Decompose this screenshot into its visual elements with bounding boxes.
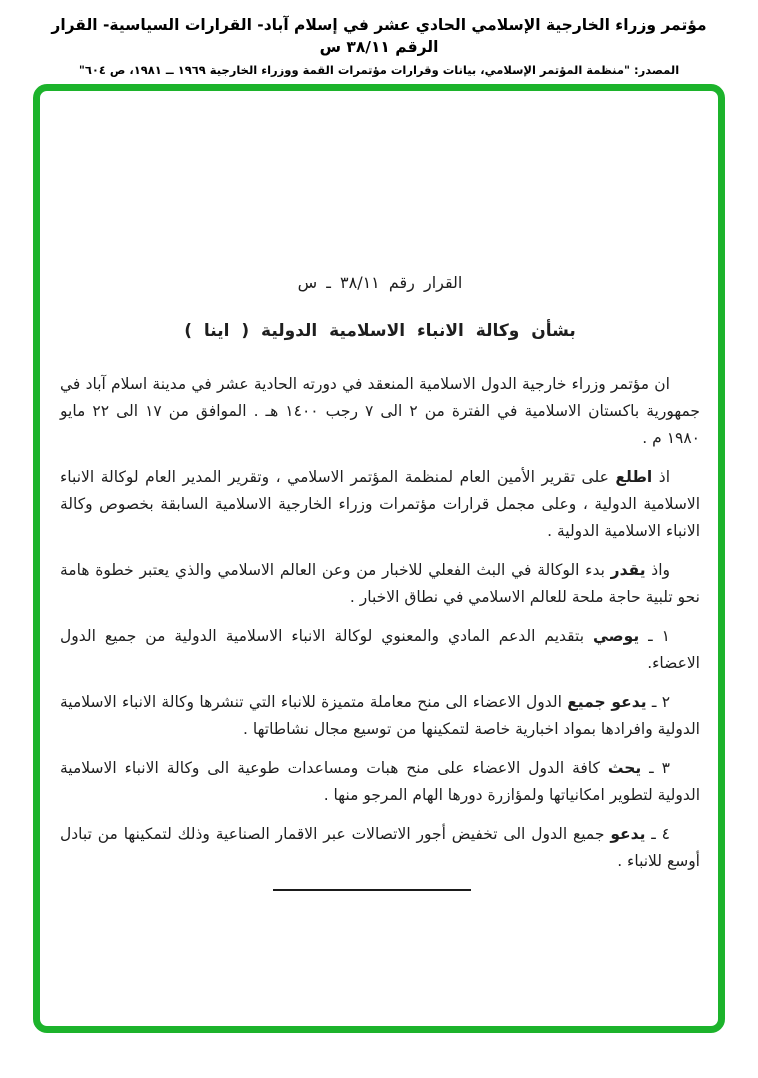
item-text: جميع الدول الى تخفيض أجور الاتصالات عبر الاقمار الصناعية وذلك لتمكينها من تبادل أوسع للانباء . bbox=[60, 825, 700, 870]
paragraph-text: ان مؤتمر وزراء خارجية الدول الاسلامية المنعقد في دورته الحادية عشر في مدينة اسلام آباد في جمهورية باكستان الاسلامية في الفترة من ٢ الى ٧ رجب ١٤٠٠ هـ . الموافق من ١٧ الى ٢٢ مايو ١٩٨٠ م . bbox=[60, 375, 701, 447]
item-number: ٤ ـ bbox=[645, 825, 670, 843]
document-body bbox=[40, 91, 718, 1026]
paragraph-lead: يقدر bbox=[610, 561, 646, 579]
item-number: ١ ـ bbox=[639, 627, 670, 645]
item-text: الدول الاعضاء الى منح معاملة متميزة للانباء التي تنشرها وكالة الانباء الاسلامية الدولية وافرادها بمواد اخبارية خاصة لتمكينها من توسيع مجال نشاطاتها . bbox=[60, 693, 700, 738]
item-lead: يدعو جميع bbox=[567, 693, 647, 711]
list-item bbox=[60, 755, 700, 809]
item-text: كافة الدول الاعضاء على منح هبات ومساعدات طوعية الى وكالة الانباء الاسلامية الدولية لتطوير امكانياتها ولمؤازرة دورها الهام المرجو منها . bbox=[60, 759, 700, 804]
header bbox=[0, 15, 758, 77]
item-text: بتقديم الدعم المادي والمعنوي لوكالة الانباء الاسلامية الدولية من جميع الدول الاعضاء. bbox=[60, 627, 700, 672]
document-frame bbox=[33, 84, 725, 1033]
header-source: المصدر: "منظمة المؤتمر الإسلامي، بيانات وقرارات مؤتمرات القمة ووزراء الخارجية ١٩٦٩ ــ ١٩٨١، ص ٦٠٤" bbox=[78, 63, 680, 78]
paragraph bbox=[60, 557, 700, 611]
paragraph-pre: واذ bbox=[645, 561, 670, 579]
item-lead: يحث bbox=[607, 759, 642, 777]
resolution-number-title: القرار رقم ٣٨/١١ ـ س bbox=[297, 273, 463, 292]
resolution-text bbox=[60, 371, 700, 891]
item-number: ٣ ـ bbox=[641, 759, 670, 777]
paragraph-text: على تقرير الأمين العام لمنظمة المؤتمر الاسلامي ، وتقرير المدير العام لوكالة الانباء الاسلامية الدولية ، وعلى مجمل قرارات مؤتمرات وزراء الخارجية الاسلامية السابقة بخصوص وكالة الانباء الاسلامية الدولية . bbox=[60, 468, 700, 540]
paragraph-lead: اطلع bbox=[615, 468, 653, 486]
paragraph bbox=[60, 464, 700, 545]
resolution-subject-title: بشأن وكالة الانباء الاسلامية الدولية ( اينا ) bbox=[184, 321, 576, 341]
list-item bbox=[60, 623, 700, 677]
item-number: ٢ ـ bbox=[646, 693, 671, 711]
item-lead: يوصي bbox=[592, 627, 640, 645]
item-lead: يدعو bbox=[610, 825, 646, 843]
list-item bbox=[60, 821, 700, 875]
paragraph bbox=[60, 371, 700, 452]
paragraph-pre: اذ bbox=[652, 468, 671, 486]
list-item bbox=[60, 689, 700, 743]
header-title: مؤتمر وزراء الخارجية الإسلامي الحادي عشر في إسلام آباد- القرارات السياسية- القرار الرقم ٣٨/١١ س bbox=[51, 16, 707, 56]
end-divider bbox=[273, 889, 471, 891]
paragraph-text: بدء الوكالة في البث الفعلي للاخبار من وعن العالم الاسلامي والذي يعتبر خطوة هامة نحو تلبية حاجة ملحة للعالم الاسلامي في نطاق الاخبار . bbox=[60, 561, 700, 606]
